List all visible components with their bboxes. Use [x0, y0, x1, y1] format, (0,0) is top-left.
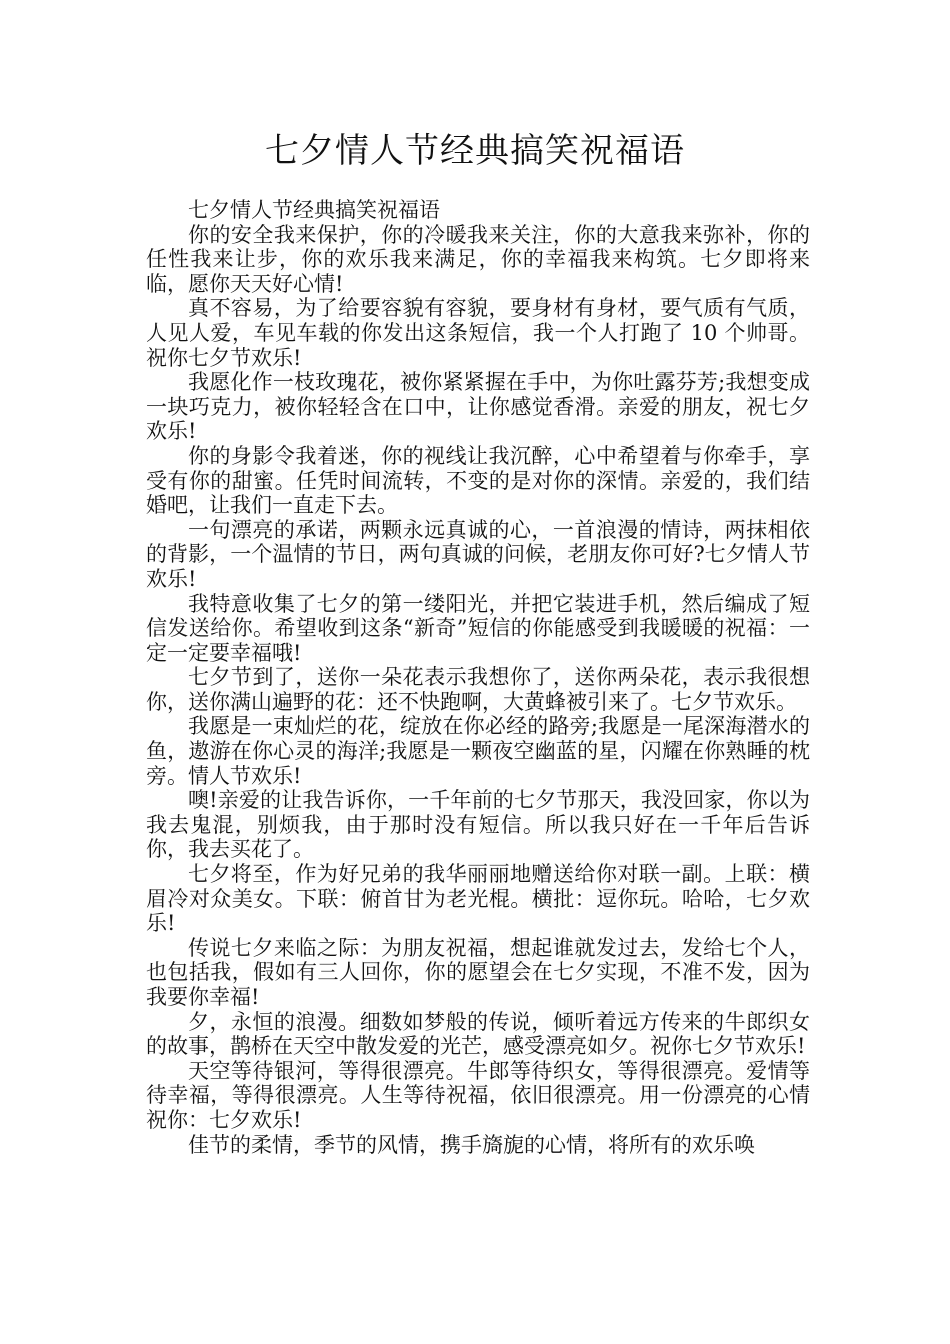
paragraph-9: 我愿是一束灿烂的花，绽放在你必经的路旁;我愿是一尾深海潜水的鱼，遨游在你心灵的海洋;我愿是一颗夜空幽蓝的星，闪耀在你熟睡的枕旁。情人节欢乐!	[146, 714, 810, 788]
paragraph-7: 我特意收集了七夕的第一缕阳光，并把它装进手机，然后编成了短信发送给你。希望收到这条“新奇”短信的你能感受到我暖暖的祝福：一定一定要幸福哦!	[146, 591, 810, 665]
paragraph-11: 七夕将至，作为好兄弟的我华丽丽地赠送给你对联一副。上联：横眉冷对众美女。下联：俯首甘为老光棍。横批：逗你玩。哈哈，七夕欢乐!	[146, 862, 810, 936]
paragraph-3: 真不容易，为了给要容貌有容貌，要身材有身材，要气质有气质，人见人爱，车见车载的你发出这条短信，我一个人打跑了 10 个帅哥。祝你七夕节欢乐!	[146, 296, 810, 370]
paragraph-15: 佳节的柔情，季节的风情，携手旖旎的心情，将所有的欢乐唤	[188, 1132, 755, 1157]
document-title: 七夕情人节经典搞笑祝福语	[265, 131, 685, 171]
paragraph-14: 天空等待银河，等得很漂亮。牛郎等待织女，等得很漂亮。爱情等待幸福，等得很漂亮。人生等待祝福，依旧很漂亮。用一份漂亮的心情祝你：七夕欢乐!	[146, 1058, 810, 1132]
paragraph-2: 你的安全我来保护，你的冷暖我来关注，你的大意我来弥补，你的任性我来让步，你的欢乐我来满足，你的幸福我来构筑。七夕即将来临，愿你天天好心情!	[146, 222, 810, 296]
paragraph-1: 七夕情人节经典搞笑祝福语	[188, 198, 440, 222]
paragraph-4: 我愿化作一枝玫瑰花，被你紧紧握在手中，为你吐露芬芳;我想变成一块巧克力，被你轻轻含在口中，让你感觉香滑。亲爱的朋友，祝七夕欢乐!	[146, 370, 810, 444]
paragraph-5: 你的身影令我着迷，你的视线让我沉醉，心中希望着与你牵手，享受有你的甜蜜。任凭时间流转，不变的是对你的深情。亲爱的，我们结婚吧，让我们一直走下去。	[146, 443, 810, 518]
paragraph-10: 噢!亲爱的让我告诉你，一千年前的七夕节那天，我没回家，你以为我去鬼混，别烦我，由于那时没有短信。所以我只好在一千年后告诉你，我去买花了。	[146, 788, 810, 862]
paragraph-6: 一句漂亮的承诺，两颗永远真诚的心，一首浪漫的情诗，两抹相依的背影，一个温情的节日，两句真诚的问候，老朋友你可好?七夕情人节欢乐!	[146, 517, 810, 591]
paragraph-12: 传说七夕来临之际：为朋友祝福，想起谁就发过去，发给七个人，也包括我，假如有三人回你，你的愿望会在七夕实现，不准不发，因为我要你幸福!	[146, 935, 810, 1009]
document-body	[146, 198, 810, 1157]
paragraph-13: 夕，永恒的浪漫。细数如梦般的传说，倾听着远方传来的牛郎织女的故事，鹊桥在天空中散发爱的光芒，感受漂亮如夕。祝你七夕节欢乐!	[146, 1009, 810, 1059]
paragraph-8: 七夕节到了，送你一朵花表示我想你了，送你两朵花，表示我很想你，送你满山遍野的花：还不快跑啊，大黄蜂被引来了。七夕节欢乐。	[146, 665, 810, 714]
